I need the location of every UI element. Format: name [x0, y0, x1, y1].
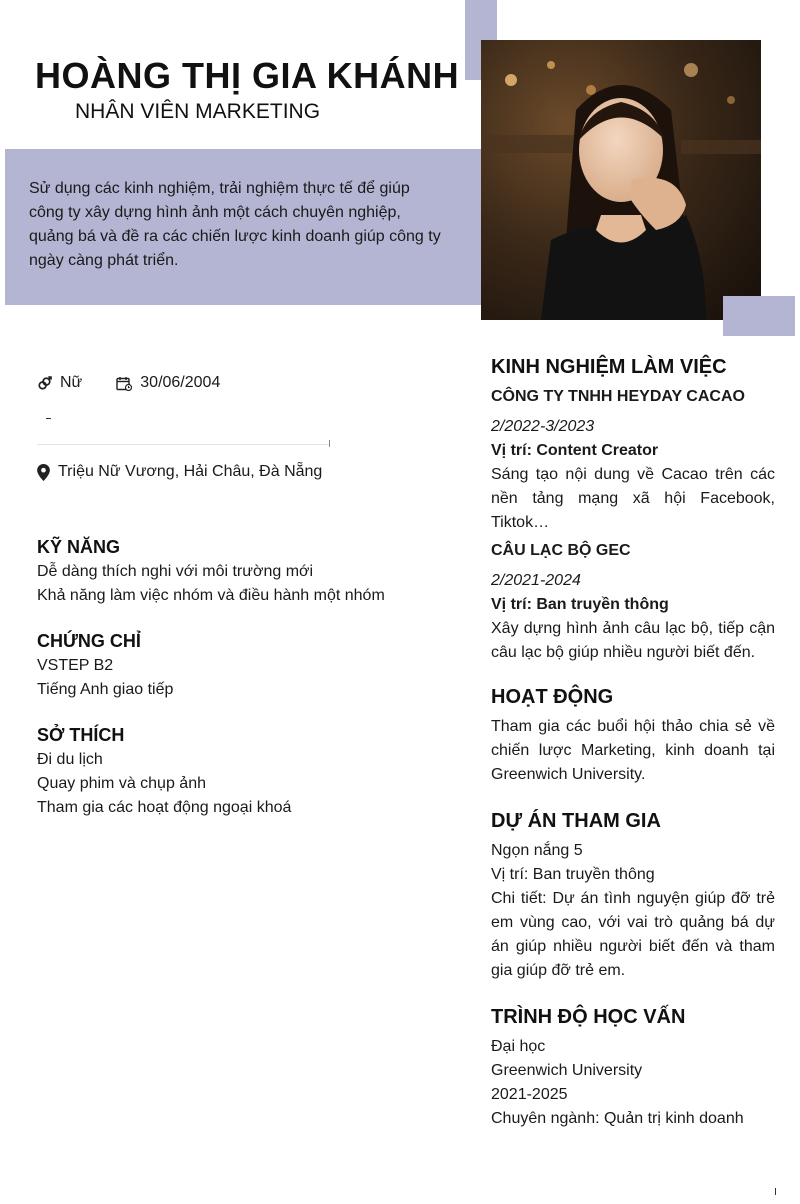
divider-line [37, 444, 329, 445]
experience-role: Vị trí: Ban truyền thông [491, 596, 669, 613]
profile-photo-illustration [481, 40, 761, 320]
hobby-item: Đi du lịch [37, 751, 103, 768]
birthday-value: 30/06/2004 [140, 374, 221, 391]
project-role: Vị trí: Ban truyền thông [491, 866, 655, 883]
summary-text: Sử dụng các kinh nghiệm, trải nghiệm thực tế để giúp công ty xây dựng hình ảnh một cách chuyên nghiệp, quảng bá và đề ra các chiến lược kinh doanh giúp công ty ngày càng phát triển. [29, 180, 441, 269]
hobby-item: Tham gia các hoạt động ngoại khoá [37, 799, 292, 816]
experience-description: Sáng tạo nội dung về Cacao trên các nền tảng mạng xã hội Facebook, Tiktok… [491, 466, 775, 531]
divider-tick [329, 440, 330, 447]
hobbies-section [37, 722, 457, 820]
gender-value: Nữ [60, 374, 83, 391]
project-detail: Chi tiết: Dự án tình nguyện giúp đỡ trẻ em vùng cao, với vai trò quảng bá dự án giúp nhiều người biết đến và tham gia giúp đỡ trẻ em. [491, 890, 775, 979]
experience-company: CÂU LẠC BỘ GEC [491, 542, 631, 559]
decorative-tick [775, 1188, 776, 1195]
right-column [491, 353, 775, 1151]
address-item [37, 461, 322, 483]
education-section [491, 1003, 775, 1131]
job-title: NHÂN VIÊN MARKETING [75, 100, 321, 123]
skill-item: Khả năng làm việc nhóm và điều hành một nhóm [37, 587, 385, 604]
experience-section [491, 353, 775, 665]
certificate-item: Tiếng Anh giao tiếp [37, 681, 174, 698]
gender-item [37, 374, 82, 392]
calendar-icon [116, 376, 132, 391]
hobby-item: Quay phim và chụp ảnh [37, 775, 206, 792]
project-name: Ngọn nắng 5 [491, 842, 583, 859]
education-level: Đại học [491, 1038, 546, 1055]
location-pin-icon [37, 464, 50, 481]
experience-entry [491, 539, 775, 665]
projects-heading: DỰ ÁN THAM GIA [491, 810, 661, 832]
experience-company: CÔNG TY TNHH HEYDAY CACAO [491, 388, 745, 405]
activities-section [491, 683, 775, 787]
summary-box [5, 149, 481, 305]
birthday-item [116, 374, 220, 392]
projects-section [491, 807, 775, 983]
gender-icon [37, 376, 52, 391]
experience-role: Vị trí: Content Creator [491, 442, 659, 459]
activities-heading: HOẠT ĐỘNG [491, 686, 614, 708]
hobbies-heading: SỞ THÍCH [37, 725, 125, 745]
decorative-mark [46, 418, 51, 419]
experience-period: 2/2022-3/2023 [491, 418, 595, 435]
activities-text: Tham gia các buổi hội thảo chia sẻ về chiến lược Marketing, kinh doanh tại Greenwich University. [491, 718, 775, 783]
experience-heading: KINH NGHIỆM LÀM VIỆC [491, 356, 727, 378]
skills-heading: KỸ NĂNG [37, 537, 121, 557]
education-major: Chuyên ngành: Quản trị kinh doanh [491, 1110, 744, 1127]
experience-period: 2/2021-2024 [491, 572, 581, 589]
education-years: 2021-2025 [491, 1086, 568, 1103]
skill-item: Dễ dàng thích nghi với môi trường mới [37, 563, 314, 580]
skills-section [37, 534, 457, 608]
decorative-accent-bottom [723, 296, 795, 336]
personal-info-row [37, 372, 220, 394]
certificates-heading: CHỨNG CHỈ [37, 631, 141, 651]
experience-entry [491, 385, 775, 535]
certificates-section [37, 628, 457, 702]
left-column [37, 534, 457, 840]
address-value: Triệu Nữ Vương, Hải Châu, Đà Nẵng [58, 463, 323, 480]
education-heading: TRÌNH ĐỘ HỌC VẤN [491, 1006, 686, 1028]
experience-description: Xây dựng hình ảnh câu lạc bộ, tiếp cận câu lạc bộ giúp nhiều người biết đến. [491, 620, 775, 661]
candidate-name: HOÀNG THỊ GIA KHÁNH [35, 55, 460, 96]
profile-photo [481, 40, 761, 320]
education-school: Greenwich University [491, 1062, 643, 1079]
certificate-item: VSTEP B2 [37, 657, 114, 674]
